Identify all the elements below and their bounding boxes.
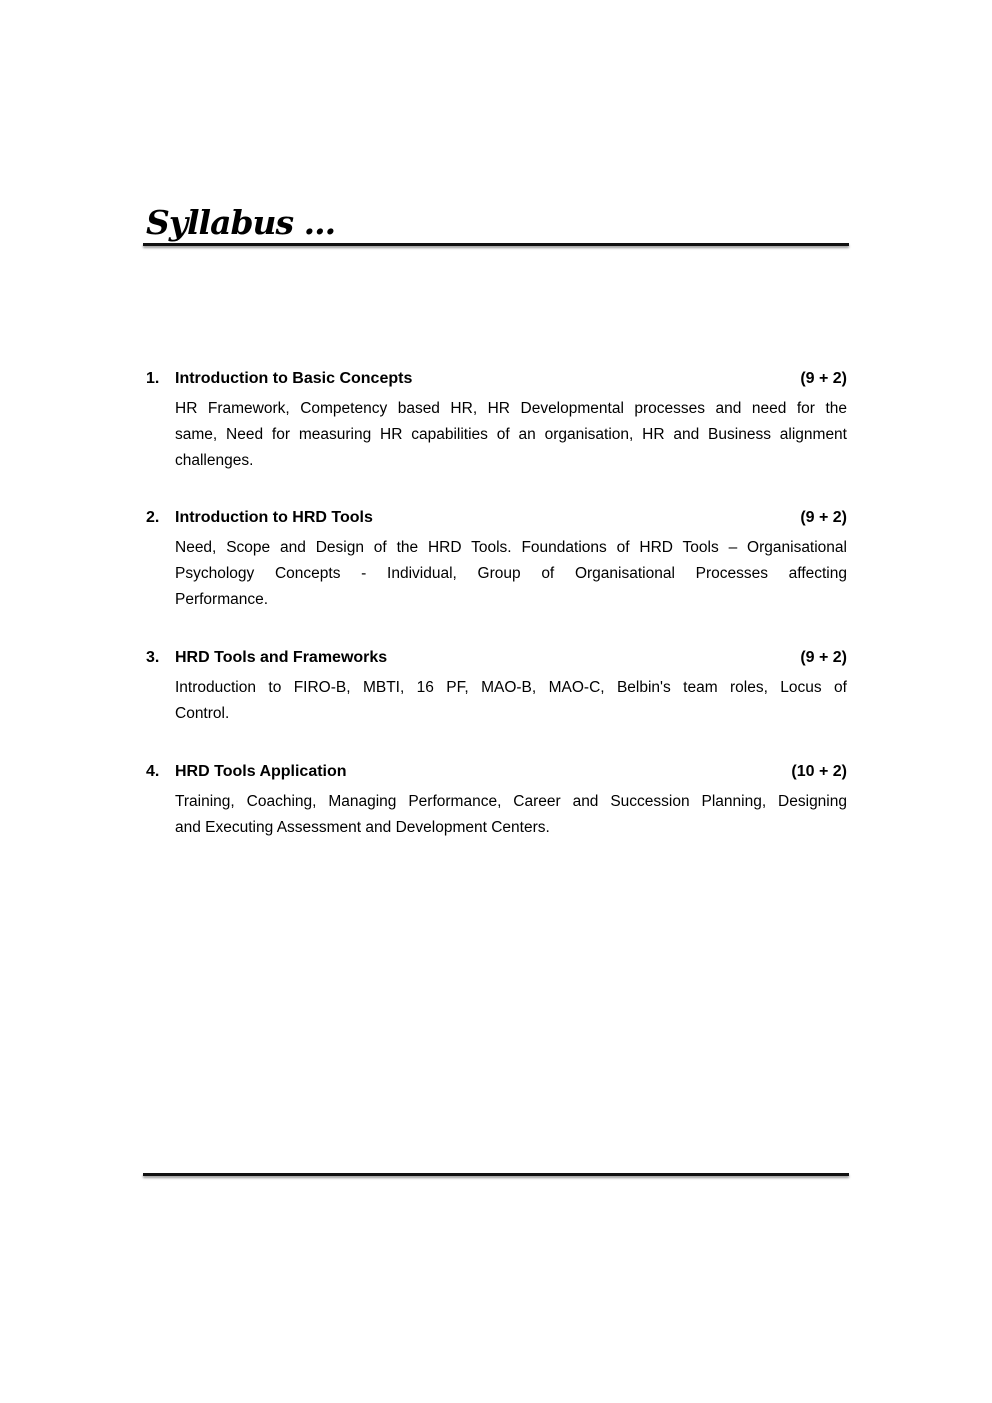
syllabus-section — [146, 507, 847, 613]
title-rule — [143, 243, 849, 246]
body-line: same, Need for measuring HR capabilities of an organisation, HR and Business alignment — [175, 426, 847, 443]
body-line: Control. — [175, 705, 230, 722]
section-body — [175, 535, 847, 613]
section-hours: (9 + 2) — [800, 649, 847, 666]
syllabus-section — [146, 368, 847, 474]
section-number: 2. — [146, 509, 160, 526]
syllabus-section — [146, 647, 847, 727]
section-body — [175, 675, 847, 727]
body-line: HR Framework, Competency based HR, HR Developmental processes and need for the — [175, 400, 847, 417]
section-title: HRD Tools Application — [175, 763, 347, 780]
section-number: 1. — [146, 370, 160, 387]
section-number: 3. — [146, 649, 160, 666]
section-heading — [146, 761, 847, 783]
section-hours: (10 + 2) — [791, 763, 847, 780]
section-body — [175, 396, 847, 474]
section-hours: (9 + 2) — [800, 370, 847, 387]
body-line: Training, Coaching, Managing Performance, Career and Succession Planning, Designing — [175, 793, 847, 810]
body-line: and Executing Assessment and Development Centers. — [175, 819, 550, 836]
section-hours: (9 + 2) — [800, 509, 847, 526]
page-title: Syllabus ... — [146, 203, 336, 242]
section-title: Introduction to HRD Tools — [175, 509, 373, 526]
footer-rule — [143, 1173, 849, 1176]
section-title: Introduction to Basic Concepts — [175, 370, 413, 387]
body-line: Need, Scope and Design of the HRD Tools. Foundations of HRD Tools – Organisational — [175, 539, 847, 556]
body-line: Introduction to FIRO-B, MBTI, 16 PF, MAO-B, MAO-C, Belbin's team roles, Locus of — [175, 679, 847, 696]
body-line: Performance. — [175, 591, 269, 608]
section-number: 4. — [146, 763, 160, 780]
section-title: HRD Tools and Frameworks — [175, 649, 388, 666]
section-heading — [146, 507, 847, 529]
section-body — [175, 789, 847, 841]
section-heading — [146, 647, 847, 669]
body-line: Psychology Concepts - Individual, Group of Organisational Processes affecting — [175, 565, 847, 582]
syllabus-section — [146, 761, 847, 841]
section-heading — [146, 368, 847, 390]
body-line: challenges. — [175, 452, 254, 469]
